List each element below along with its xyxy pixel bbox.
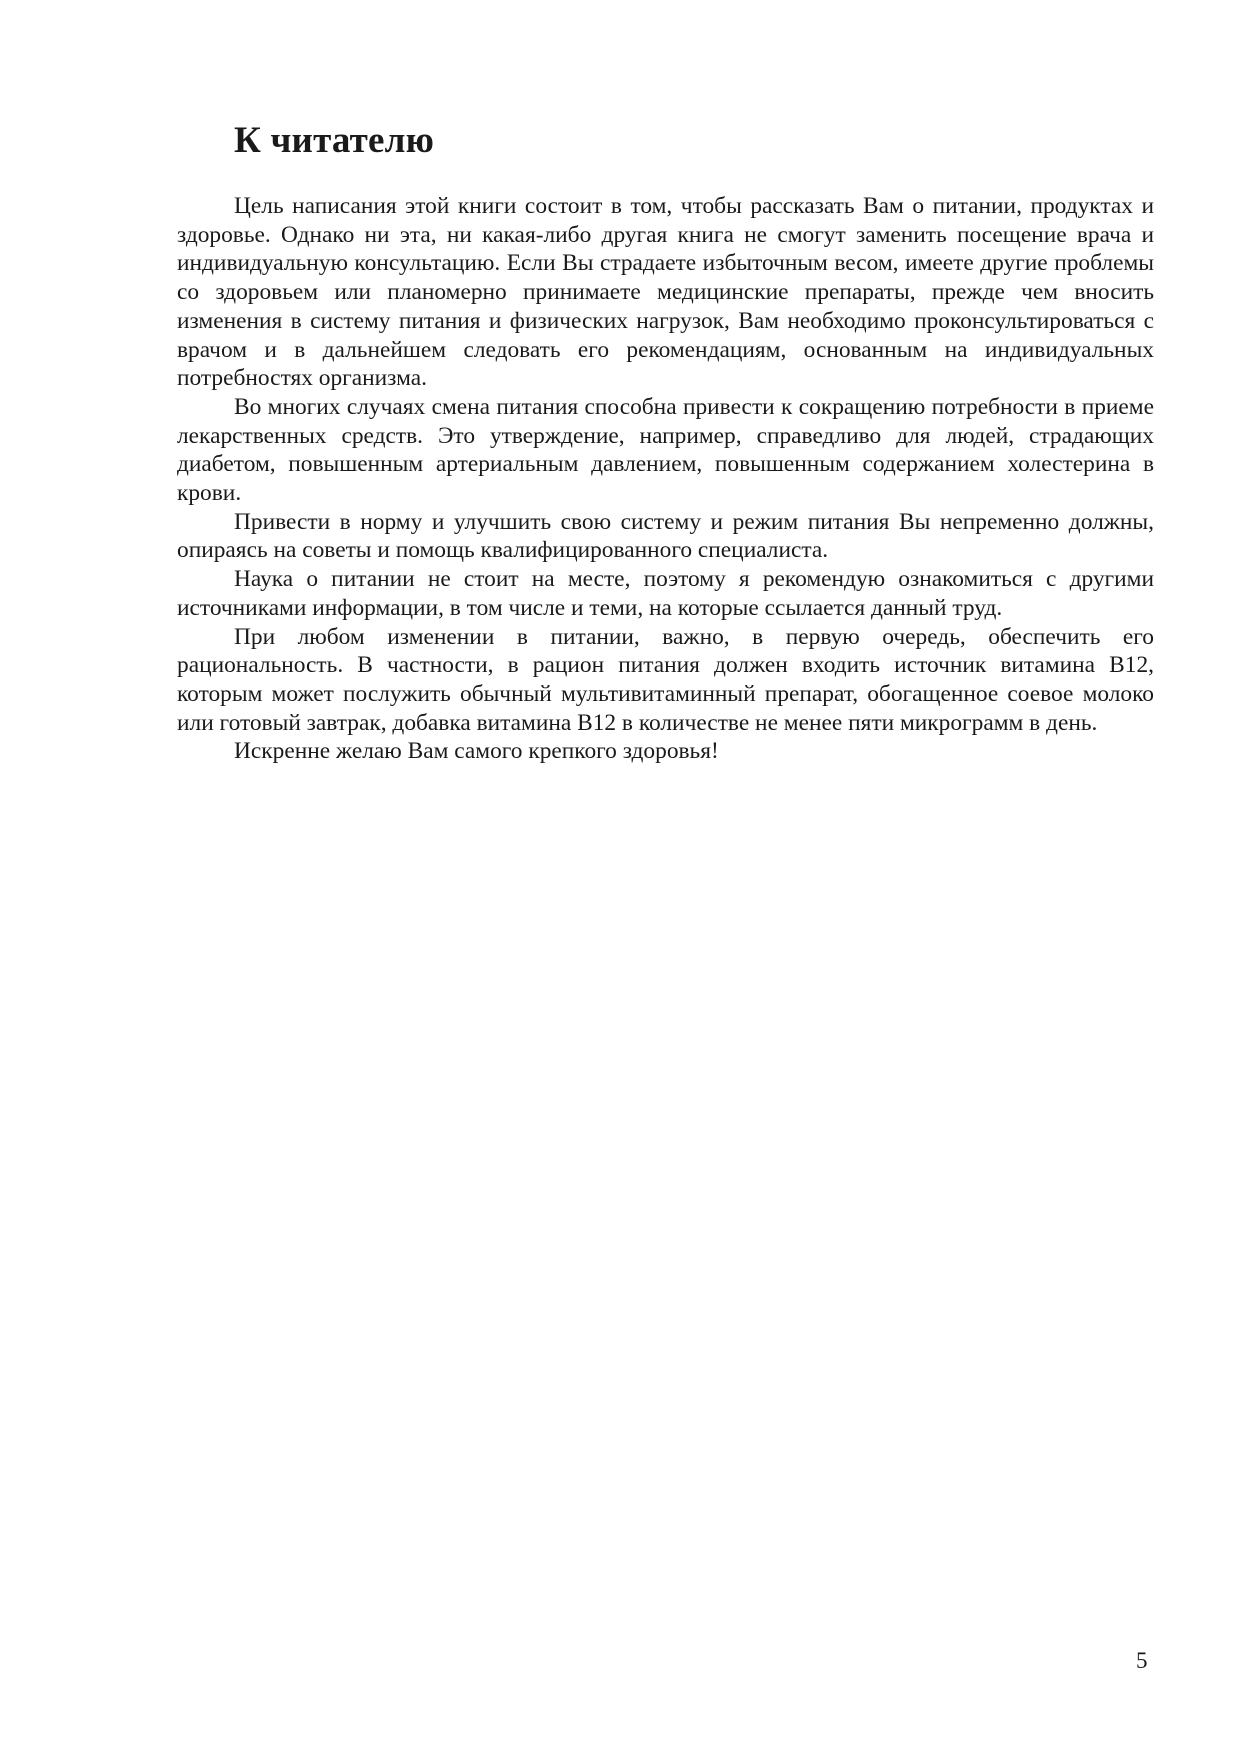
paragraph: Привести в норму и улучшить свою систему и режим питания Вы непременно должны, опираясь на советы и помощь квалифицированного специалиста. <box>177 508 1154 564</box>
paragraph: Наука о питании не стоит на месте, поэтому я рекомендую ознакомиться с другими источниками информации, в том числе и теми, на которые ссылается данный труд. <box>177 566 1154 621</box>
paragraph: Искренне желаю Вам самого крепкого здоровья! <box>234 738 719 765</box>
paragraph: Во многих случаях смена питания способна привести к сокращению потребности в приеме лекарственных средств. Это утверждение, например, справедливо для людей, страдающих диабетом, повышенным артериальным давлением, повышенным содержанием холестерина в крови. <box>177 393 1154 507</box>
body-text <box>177 192 1154 766</box>
paragraph: Цель написания этой книги состоит в том, чтобы рассказать Вам о питании, продуктах и здоровье. Однако ни эта, ни какая-либо другая книга не смогут заменить посещение врача и индивидуальную консультацию. Если Вы страдаете избыточным весом, имеете другие проблемы со здоровьем или планомерно принимаете медицинские препараты, прежде чем вносить изменения в систему питания и физических нагрузок, Вам необходимо проконсультироваться с врачом и в дальнейшем следовать его рекомендациям, основанным на индивидуальных потребностях организма. <box>177 193 1154 392</box>
page-number: 5 <box>1136 1648 1148 1673</box>
paragraph: При любом изменении в питании, важно, в первую очередь, обеспечить его рациональность. В частности, в рацион питания должен входить источник витамина В12, которым может послужить обычный мультивитаминный препарат, обогащенное соевое молоко или готовый завтрак, добавка витамина В12 в количестве не менее пяти микрограмм в день. <box>177 623 1154 736</box>
page-title: К читателю <box>234 120 435 161</box>
